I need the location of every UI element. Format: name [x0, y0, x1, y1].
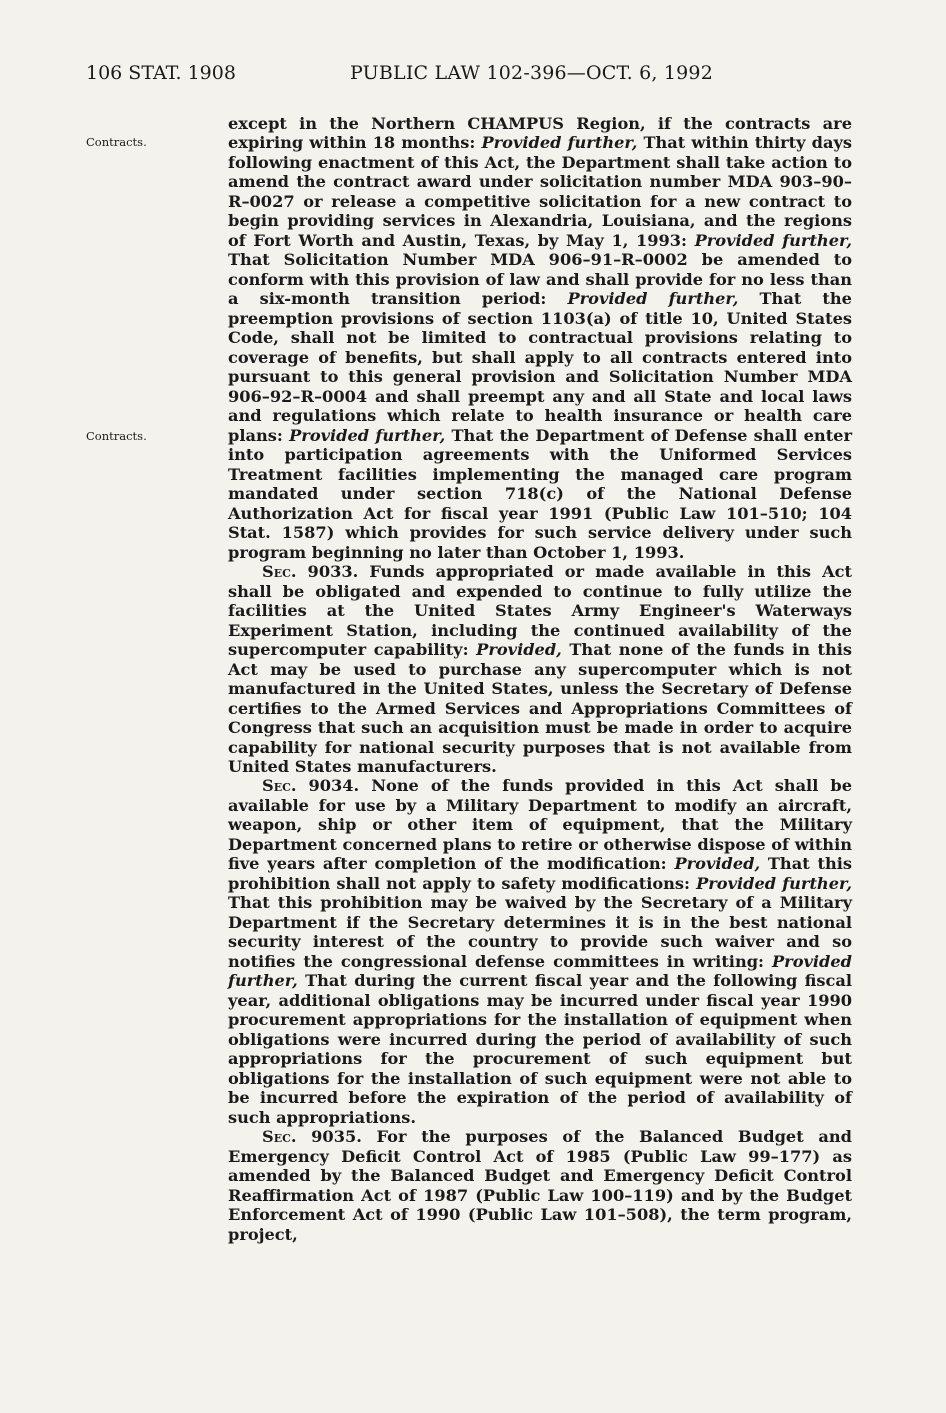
proviso-italic: Provided further,: [228, 951, 852, 991]
text-segment: That during the current fiscal year and the following fiscal year, additional obligations may be incurred under fiscal year 1990 procurement appropriations for the installation of equipment when obligations were incurred during the period of availability of such appropriations for the procurement of such equipment but obligations for the installation of such equipment were not able to be incurred before the expiration of the period of availability of such appropriations.: [228, 971, 852, 1127]
text-segment: That this prohibition shall not apply to safety modifications:: [228, 854, 852, 893]
text-segment: 9034. None of the funds provided in this Act shall be available for use by a Military Department to modify an aircraft, weapon, ship or other item of equipment, that the Military Department concerned plans to retire or otherwise dispose of within five years after completion of the modification:: [228, 776, 852, 874]
section-label: Sec.: [262, 776, 297, 796]
text-segment: That within thirty days following enactment of this Act, the Department shall take action to amend the contract award under solicitation number MDA 903–90–R–0027 or release a competitive solicitation for a new contract to begin providing services in Alexandria, Louisiana, and the regions of Fort Worth and Austin, Texas, by May 1, 1993:: [228, 133, 853, 250]
text-segment: That this prohibition may be waived by the Secretary of a Military Department if the Secretary determines it is in the best national security interest of the country to provide such waiver and so notifies the congressional defense committees in writing:: [228, 893, 852, 971]
margin-note-contracts: Contracts.: [86, 429, 147, 443]
text-segment: That the preemption provisions of section 1103(a) of title 10, United States Code, shall not be limited to contractual provisions relating to coverage of benefits, but shall apply to all contracts entered into pursuant to this general provision and Solicitation Number MDA 906–92–R–0004 and shall preempt any and all State and local laws and regulations which relate to health insurance or health care plans:: [228, 289, 852, 445]
text-segment: 9035. For the purposes of the Balanced Budget and Emergency Deficit Control Act of 1985 (Public Law 99–177) as amended by the Balanced Budget and Emergency Deficit Control Reaffirmation Act of 1987 (Public Law 100–119) and by the Budget Enforcement Act of 1990 (Public Law 101–508), the term program, project,: [228, 1127, 852, 1244]
text-segment: That Solicitation Number MDA 906–91–R–0002 be amended to conform with this provision of law and shall provide for no less than a six-month transition period:: [228, 250, 852, 309]
proviso-italic: Provided further,: [481, 133, 638, 153]
text-segment: except in the Northern CHAMPUS Region, if the contracts are expiring within 18 months:: [228, 114, 852, 153]
page-header: [86, 62, 856, 92]
body-text: [228, 114, 852, 1244]
proviso-italic: Provided further,: [696, 873, 852, 893]
proviso-italic: Provided further,: [289, 425, 446, 445]
public-law-title: PUBLIC LAW 102-396—OCT. 6, 1992: [350, 62, 714, 84]
proviso-italic: Provided,: [674, 854, 761, 874]
text-segment: That the Department of Defense shall enter into participation agreements with the Uniformed Services Treatment facilities implementing the managed care program mandated under section 718(c) of the National Defense Authorization Act for fiscal year 1991 (Public Law 101–510; 104 Stat. 1587) which provides for such service delivery under such program beginning no later than October 1, 1993.: [228, 425, 853, 562]
paragraph-continuation: [228, 114, 852, 562]
text-segment: 9033. Funds appropriated or made available in this Act shall be obligated and expended to continue to fully utilize the facilities at the United States Army Engineer's Waterways Experiment Station, including the continued availability of the supercomputer capability:: [228, 562, 852, 660]
section-paragraph: [228, 1127, 852, 1244]
section-label: Sec.: [262, 1127, 297, 1147]
proviso-italic: Provided further,: [567, 289, 739, 309]
proviso-italic: Provided,: [476, 640, 562, 660]
section-paragraph: [228, 562, 852, 776]
margin-note-contracts: Contracts.: [86, 135, 147, 149]
proviso-italic: Provided further,: [694, 230, 852, 250]
section-label: Sec.: [262, 562, 297, 582]
stat-page-number: 106 STAT. 1908: [86, 62, 236, 84]
text-segment: That none of the funds in this Act may be used to purchase any supercomputer which is not manufactured in the United States, unless the Secretary of Defense certifies to the Armed Services and Appropriations Committees of Congress that such an acquisition must be made in order to acquire capability for national security purposes that is not available from United States manufacturers.: [228, 640, 852, 776]
section-paragraph: [228, 776, 852, 1127]
